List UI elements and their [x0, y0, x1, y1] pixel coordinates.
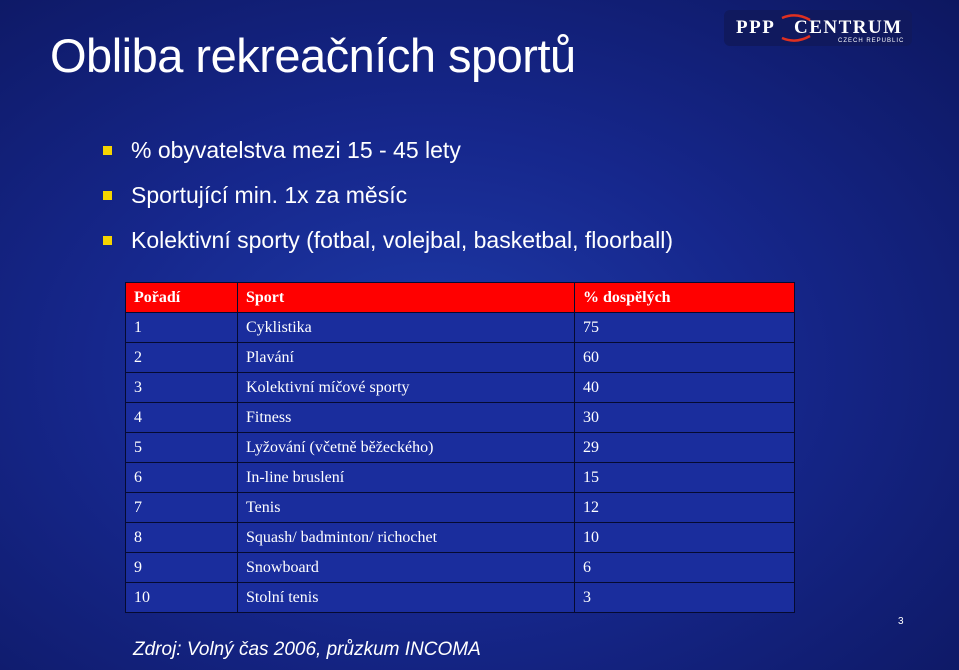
ppp-centrum-logo-icon	[724, 10, 912, 46]
cell-sport: Stolní tenis	[238, 583, 575, 613]
cell-sport: Snowboard	[238, 553, 575, 583]
table-row	[126, 343, 795, 373]
cell-percent: 75	[575, 313, 795, 343]
square-bullet-icon	[103, 146, 112, 155]
cell-sport: Lyžování (včetně běžeckého)	[238, 433, 575, 463]
cell-percent: 12	[575, 493, 795, 523]
header-sport: Sport	[238, 283, 575, 313]
cell-percent: 40	[575, 373, 795, 403]
cell-rank: 4	[126, 403, 238, 433]
cell-rank: 2	[126, 343, 238, 373]
source-note: Zdroj: Volný čas 2006, průzkum INCOMA	[133, 639, 481, 660]
table-row	[126, 373, 795, 403]
cell-sport: Plavání	[238, 343, 575, 373]
cell-percent: 3	[575, 583, 795, 613]
square-bullet-icon	[103, 191, 112, 200]
cell-percent: 29	[575, 433, 795, 463]
cell-sport: Kolektivní míčové sporty	[238, 373, 575, 403]
header-rank: Pořadí	[126, 283, 238, 313]
cell-sport: Fitness	[238, 403, 575, 433]
cell-percent: 15	[575, 463, 795, 493]
sports-table	[125, 282, 795, 613]
table-row	[126, 553, 795, 583]
table-row	[126, 493, 795, 523]
slide-title: Obliba rekreačních sportů	[50, 29, 576, 82]
company-logo	[724, 10, 912, 46]
cell-rank: 6	[126, 463, 238, 493]
table-row	[126, 433, 795, 463]
bullet-text: % obyvatelstva mezi 15 - 45 lety	[131, 137, 461, 163]
cell-rank: 8	[126, 523, 238, 553]
svg-text:PPP: PPP	[736, 17, 776, 38]
cell-percent: 6	[575, 553, 795, 583]
cell-sport: Cyklistika	[238, 313, 575, 343]
table-row	[126, 523, 795, 553]
cell-rank: 7	[126, 493, 238, 523]
cell-rank: 10	[126, 583, 238, 613]
table-row	[126, 583, 795, 613]
svg-text:CZECH REPUBLIC: CZECH REPUBLIC	[838, 38, 905, 44]
cell-rank: 5	[126, 433, 238, 463]
cell-rank: 3	[126, 373, 238, 403]
svg-text:CENTRUM: CENTRUM	[794, 17, 903, 38]
table-row	[126, 403, 795, 433]
square-bullet-icon	[103, 236, 112, 245]
table-row	[126, 313, 795, 343]
cell-percent: 10	[575, 523, 795, 553]
cell-sport: In-line bruslení	[238, 463, 575, 493]
cell-percent: 30	[575, 403, 795, 433]
table-header-row	[126, 283, 795, 313]
page-number: 3	[898, 616, 904, 627]
cell-percent: 60	[575, 343, 795, 373]
bullet-text: Sportující min. 1x za měsíc	[131, 182, 408, 208]
table-row	[126, 463, 795, 493]
cell-rank: 1	[126, 313, 238, 343]
cell-rank: 9	[126, 553, 238, 583]
header-percent: % dospělých	[575, 283, 795, 313]
cell-sport: Squash/ badminton/ richochet	[238, 523, 575, 553]
bullet-text: Kolektivní sporty (fotbal, volejbal, basketbal, floorball)	[131, 227, 674, 253]
cell-sport: Tenis	[238, 493, 575, 523]
